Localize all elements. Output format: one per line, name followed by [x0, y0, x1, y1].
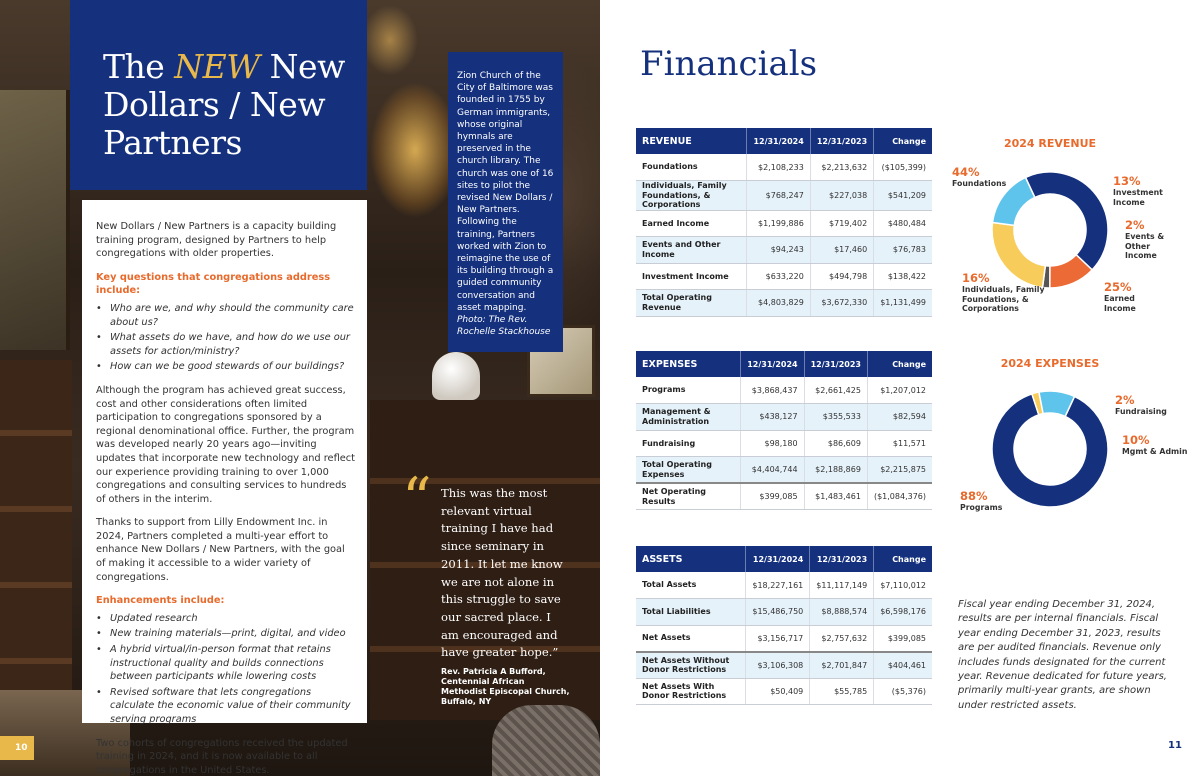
enhancements-heading: Enhancements include: [96, 595, 225, 607]
value-2023: $355,533 [804, 404, 867, 431]
value-2023: $2,701,847 [810, 652, 874, 679]
table-row [636, 572, 932, 599]
donut-slice-foundations [1025, 172, 1108, 270]
row-label: Net Assets [636, 625, 746, 652]
value-change: ($5,376) [874, 678, 932, 705]
value-2024: $3,106,308 [746, 652, 810, 679]
row-label: Fundraising [636, 430, 741, 457]
table-heading: ASSETS [636, 546, 746, 572]
column-header: 12/31/2024 [747, 128, 810, 154]
table-heading: EXPENSES [636, 351, 741, 377]
intro-paragraph: New Dollars / New Partners is a capacity building training program, designed by Partners to help congregations with older properties. [96, 221, 337, 260]
pull-quote: This was the most relevant virtual training I have had since seminary in 2011. It let me know we are not alone in this struggle to save our sacred place. I am encouraged and have greater hope.” [441, 486, 563, 660]
value-2023: $17,460 [810, 237, 873, 264]
row-label: Total Liabilities [636, 599, 746, 626]
value-change: $7,110,012 [874, 572, 932, 599]
value-2024: $4,803,829 [747, 290, 810, 317]
row-label: Total Operating Revenue [636, 290, 747, 317]
right-page [600, 0, 1200, 776]
value-2023: $2,661,425 [804, 377, 867, 404]
value-2023: $86,609 [804, 430, 867, 457]
column-header: 12/31/2024 [741, 351, 804, 377]
value-2023: $2,213,632 [810, 154, 873, 181]
value-2024: $633,220 [747, 263, 810, 290]
table-heading: REVENUE [636, 128, 747, 154]
table-row [636, 290, 932, 317]
column-header: Change [874, 128, 932, 154]
row-label: Foundations [636, 154, 747, 181]
row-label: Net Operating Results [636, 483, 741, 510]
value-change: $76,783 [874, 237, 932, 264]
revenue-label-events: 2% Events & Other Income [1125, 218, 1165, 260]
list-item: • Updated research [96, 612, 355, 626]
financials-title: Financials [640, 44, 818, 84]
row-label: Net Assets With Donor Restrictions [636, 678, 746, 705]
revenue-label-investment: 13% Investment Income [1113, 174, 1163, 207]
value-2023: $494,798 [810, 263, 873, 290]
row-label: Net Assets Without Donor Restrictions [636, 652, 746, 679]
table-row [636, 154, 932, 181]
table-row [636, 483, 932, 510]
value-2024: $4,404,744 [741, 457, 804, 484]
column-header: Change [867, 351, 932, 377]
table-row [636, 678, 932, 705]
value-change: $11,571 [867, 430, 932, 457]
value-2024: $50,409 [746, 678, 810, 705]
revenue-chart-title: 2024 REVENUE [1003, 137, 1097, 150]
column-header: 12/31/2023 [810, 546, 874, 572]
value-change: $82,594 [867, 404, 932, 431]
expenses-table [636, 351, 932, 510]
table-row [636, 625, 932, 652]
quote-attribution: Rev. Patricia A Bufford, Centennial African Methodist Episcopal Church, Buffalo, NY [441, 667, 570, 706]
table-row [636, 210, 932, 237]
value-change: ($105,399) [874, 154, 932, 181]
body-text-box [82, 200, 367, 776]
value-2024: $15,486,750 [746, 599, 810, 626]
value-2023: $3,672,330 [810, 290, 873, 317]
stained-glass-window [0, 90, 70, 350]
revenue-label-individuals: 16% Individuals, Family Foundations, & Corporations [962, 271, 1045, 313]
row-label: Programs [636, 377, 741, 404]
key-questions-heading: Key questions that congregations address include: [96, 271, 331, 297]
upholstered-chair [492, 705, 600, 776]
column-header: Change [874, 546, 932, 572]
revenue-label-foundations: 44% Foundations [952, 165, 1007, 188]
bust-statue [432, 352, 480, 400]
value-2024: $98,180 [741, 430, 804, 457]
value-2023: $2,757,632 [810, 625, 874, 652]
page-title: The NEW New Dollars / New Partners [103, 47, 345, 162]
photo-credit: Photo: The Rev. Rochelle Stackhouse [457, 315, 551, 338]
photo-caption-box [448, 52, 563, 352]
value-2024: $399,085 [741, 483, 804, 510]
row-label: Investment Income [636, 263, 747, 290]
expenses-label-fundraising: 2% Fundraising [1115, 393, 1167, 416]
table-row [636, 263, 932, 290]
fiscal-footnote: Fiscal year ending December 31, 2024, results are per internal financials. Fiscal year ending December 31, 2023, results are per audited financials. Revenue only includes funds designated for the current year. Revenue dedicated for future years, primarily multi-year grants, are shown under restricted assets. [958, 599, 1167, 711]
column-header: 12/31/2023 [810, 128, 873, 154]
value-2024: $3,156,717 [746, 625, 810, 652]
value-change: $6,598,176 [874, 599, 932, 626]
value-2023: $1,483,461 [804, 483, 867, 510]
key-questions-list [96, 302, 355, 374]
cohorts-paragraph: Two cohorts of congregations received the updated training in 2024, and it is now available to all congregations in the United States. [96, 737, 348, 776]
value-2023: $2,188,869 [804, 457, 867, 484]
value-change: $2,215,875 [867, 457, 932, 484]
value-2024: $2,108,233 [747, 154, 810, 181]
value-change: $404,461 [874, 652, 932, 679]
photo-caption: Zion Church of the City of Baltimore was founded in 1755 by German immigrants, whose original hymnals are preserved in the church library. The church was one of 16 sites to pilot the revised New Dollars / New Partners. Following the training, Partners worked with Zion to reimagine the use of its building through a guided community conversation and asset mapping. [457, 71, 554, 313]
table-row [636, 430, 932, 457]
page-number-right: 11 [1168, 740, 1182, 751]
value-change: ($1,084,376) [867, 483, 932, 510]
value-2024: $94,243 [747, 237, 810, 264]
program-paragraph: Although the program has achieved great success, cost and other considerations often limited participation to congregations sponsored by a regional denominational office. Further, the program was developed nearly 20 years ago—inviting updates that incorporate new technology and reflect our experience providing training to over 1,000 congregations and consulting services to hundreds of others in the interim. [96, 384, 356, 505]
table-row [636, 599, 932, 626]
value-change: $1,207,012 [867, 377, 932, 404]
value-2024: $18,227,161 [746, 572, 810, 599]
table-row [636, 457, 932, 484]
table-row [636, 652, 932, 679]
list-item: • How can we be good stewards of our buildings? [96, 360, 355, 374]
column-header: 12/31/2023 [804, 351, 867, 377]
expenses-label-mgmt: 10% Mgmt & Admin [1122, 433, 1188, 456]
expenses-label-programs: 88% Programs [960, 489, 1003, 512]
value-change: $541,209 [874, 181, 932, 211]
row-label: Events and Other Income [636, 237, 747, 264]
value-2023: $227,038 [810, 181, 873, 211]
expenses-chart-title: 2024 EXPENSES [1000, 357, 1100, 370]
row-label: Total Assets [636, 572, 746, 599]
table-row [636, 377, 932, 404]
value-change: $480,484 [874, 210, 932, 237]
value-2023: $11,117,149 [810, 572, 874, 599]
value-2023: $719,402 [810, 210, 873, 237]
value-2024: $438,127 [741, 404, 804, 431]
value-2024: $3,868,437 [741, 377, 804, 404]
value-2024: $768,247 [747, 181, 810, 211]
row-label: Management & Administration [636, 404, 741, 431]
value-2024: $1,199,886 [747, 210, 810, 237]
table-row [636, 181, 932, 211]
list-item: • Revised software that lets congregations calculate the economic value of their community serving programs [96, 686, 355, 727]
list-item: • Who are we, and why should the community care about us? [96, 302, 355, 329]
table-row [636, 237, 932, 264]
assets-table [636, 546, 932, 705]
list-item: • New training materials—print, digital, and video [96, 627, 355, 641]
row-label: Total Operating Expenses [636, 457, 741, 484]
column-header: 12/31/2024 [746, 546, 810, 572]
revenue-table [636, 128, 932, 317]
revenue-label-earned: 25% Earned Income [1104, 280, 1136, 313]
enhancements-list [96, 612, 355, 727]
value-2023: $55,785 [810, 678, 874, 705]
list-item: • A hybrid virtual/in-person format that retains instructional quality and builds connections between participants while lowering costs [96, 643, 355, 684]
support-paragraph: Thanks to support from Lilly Endowment Inc. in 2024, Partners completed a multi-year effort to enhance New Dollars / New Partners, with the goal of making it accessible to a wider variety of congregations. [96, 517, 345, 583]
quote-mark-icon: “ [402, 465, 432, 533]
value-change: $138,422 [874, 263, 932, 290]
list-item: • What assets do we have, and how do we use our assets for action/ministry? [96, 331, 355, 358]
value-change: $1,131,499 [874, 290, 932, 317]
page-number-left: 10 [0, 736, 34, 760]
row-label: Individuals, Family Foundations, & Corporations [636, 181, 747, 211]
table-row [636, 404, 932, 431]
title-box [70, 0, 367, 190]
row-label: Earned Income [636, 210, 747, 237]
value-change: $399,085 [874, 625, 932, 652]
value-2023: $8,888,574 [810, 599, 874, 626]
